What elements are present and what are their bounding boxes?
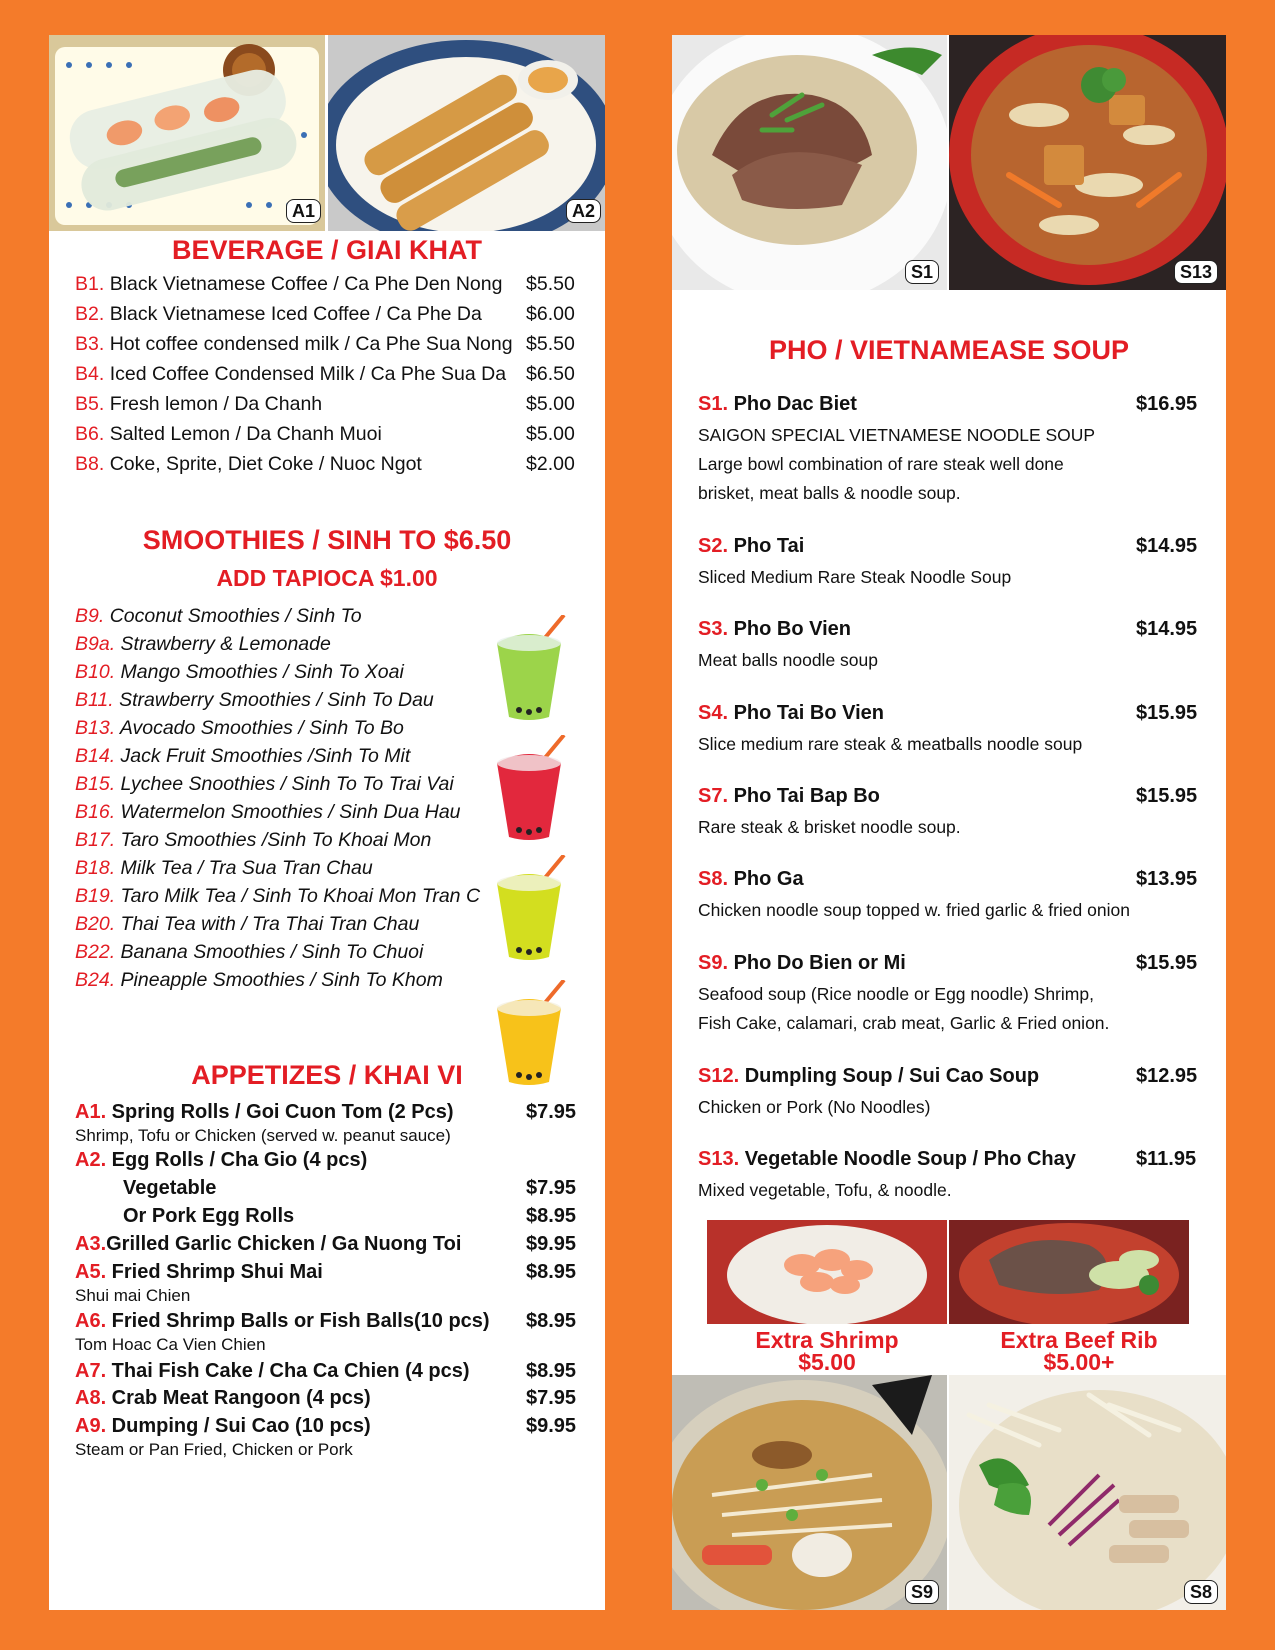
item-name: Strawberry & Lemonade xyxy=(120,633,331,655)
appetizer-item xyxy=(75,1261,323,1284)
red-smoothie-icon xyxy=(489,735,569,850)
item-code: A8. xyxy=(75,1387,107,1409)
appetizer-item xyxy=(75,1149,367,1172)
green-smoothie-icon xyxy=(489,615,569,730)
item-price: $15.95 xyxy=(1136,785,1198,807)
item-name: Pho Tai Bap Bo xyxy=(728,785,880,807)
item-price: $2.00 xyxy=(526,453,575,475)
beverage-item xyxy=(75,273,502,296)
item-name: Black Vietnamese Iced Coffee / Ca Phe Da xyxy=(109,303,482,325)
item-price: $8.95 xyxy=(526,1205,577,1227)
item-code: A1. xyxy=(75,1101,107,1123)
appetizer-item xyxy=(123,1177,216,1200)
vegetable-pho-photo xyxy=(949,35,1226,290)
beverage-item xyxy=(75,393,322,416)
item-price: $7.95 xyxy=(526,1101,577,1123)
appetizer-item xyxy=(75,1415,371,1438)
item-name: Fried Shrimp Shui Mai xyxy=(106,1261,323,1283)
item-price: $8.95 xyxy=(526,1310,577,1332)
item-code: A2. xyxy=(75,1149,107,1171)
smoothie-item xyxy=(75,689,434,712)
item-name: Salted Lemon / Da Chanh Muoi xyxy=(109,423,382,445)
photo-tag-s8: S8 xyxy=(1184,1580,1218,1604)
item-code: B9. xyxy=(75,605,105,627)
item-name: Lychee Snoothies / Sinh To To Trai Vai xyxy=(120,773,454,795)
smoothie-item xyxy=(75,717,404,740)
item-name: Watermelon Smoothies / Sinh Dua Hau xyxy=(120,801,461,823)
yellow-green-smoothie-icon xyxy=(489,855,569,970)
item-description: Mixed vegetable, Tofu, & noodle. xyxy=(698,1180,952,1200)
item-code: A3. xyxy=(75,1233,107,1255)
extra-beef-rib-photo xyxy=(949,1220,1189,1324)
appetizer-item xyxy=(75,1233,461,1256)
smoothie-item xyxy=(75,857,373,880)
smoothies-heading: SMOOTHIES / SINH TO $6.50 xyxy=(142,525,512,555)
item-price: $9.95 xyxy=(526,1415,577,1437)
extra-beef-rib-name: Extra Beef Rib xyxy=(1000,1327,1158,1353)
item-code: B8. xyxy=(75,453,105,475)
item-price: $13.95 xyxy=(1136,868,1198,890)
item-name: Avocado Smoothies / Sinh To Bo xyxy=(119,717,404,739)
item-price: $7.95 xyxy=(526,1387,577,1409)
item-price: $15.95 xyxy=(1136,952,1198,974)
item-price: $11.95 xyxy=(1136,1148,1197,1170)
item-name: Pho Bo Vien xyxy=(728,618,852,640)
item-name: Crab Meat Rangoon (4 pcs) xyxy=(106,1387,371,1409)
item-description: Seafood soup (Rice noodle or Egg noodle) Shrimp, xyxy=(698,984,1094,1004)
item-name: Pho Do Bien or Mi xyxy=(728,952,906,974)
item-name: Pho Ga xyxy=(728,868,804,890)
pho-item xyxy=(698,952,906,975)
item-code: B5. xyxy=(75,393,105,415)
smoothie-item xyxy=(75,773,454,796)
pho-item xyxy=(698,618,851,641)
item-code: A6. xyxy=(75,1310,107,1332)
smoothie-item xyxy=(75,633,331,656)
item-code: S13. xyxy=(698,1148,740,1170)
item-code: S9. xyxy=(698,952,729,974)
photo-tag-a2: A2 xyxy=(566,199,601,223)
item-code: A9. xyxy=(75,1415,107,1437)
item-description: Steam or Pan Fried, Chicken or Pork xyxy=(75,1440,353,1459)
smoothie-item xyxy=(75,829,431,852)
extra-shrimp-price: $5.00 xyxy=(798,1349,856,1375)
pho-item xyxy=(698,1148,1076,1171)
item-name: Spring Rolls / Goi Cuon Tom (2 Pcs) xyxy=(106,1101,454,1123)
item-name: Pho Tai xyxy=(728,535,805,557)
item-name: Vegetable Noodle Soup / Pho Chay xyxy=(739,1148,1076,1170)
item-code: S12. xyxy=(698,1065,740,1087)
item-name: Strawberry Smoothies / Sinh To Dau xyxy=(119,689,434,711)
item-code: S1. xyxy=(698,393,729,415)
item-code: B15. xyxy=(75,773,116,795)
item-description: Rare steak & brisket noodle soup. xyxy=(698,817,961,837)
item-code: B18. xyxy=(75,857,116,879)
item-description: brisket, meat balls & noodle soup. xyxy=(698,483,961,503)
beverage-item xyxy=(75,423,382,446)
photo-tag-a1: A1 xyxy=(286,199,321,223)
item-code: A7. xyxy=(75,1360,107,1382)
item-description: Chicken noodle soup topped w. fried garlic & fried onion xyxy=(698,900,1130,920)
item-code: B14. xyxy=(75,745,116,767)
item-code: B3. xyxy=(75,333,105,355)
item-code: S4. xyxy=(698,702,729,724)
extra-beef-rib-price: $5.00+ xyxy=(1043,1349,1115,1375)
item-name: Taro Smoothies /Sinh To Khoai Mon xyxy=(120,829,432,851)
appetizers-heading: APPETIZES / KHAI VI xyxy=(191,1060,463,1090)
item-price: $5.50 xyxy=(526,333,575,355)
item-code: B13. xyxy=(75,717,116,739)
item-price: $15.95 xyxy=(1136,702,1198,724)
extra-shrimp-label xyxy=(707,1329,947,1373)
pho-heading: PHO / VIETNAMEASE SOUP xyxy=(768,335,1130,365)
item-name: Black Vietnamese Coffee / Ca Phe Den Nong xyxy=(109,273,503,295)
smoothie-item xyxy=(75,605,362,628)
beverage-item xyxy=(75,363,506,386)
item-description: Sliced Medium Rare Steak Noodle Soup xyxy=(698,567,1012,587)
item-code: S8. xyxy=(698,868,729,890)
pho-item xyxy=(698,393,857,416)
item-code: B17. xyxy=(75,829,116,851)
item-name: Or Pork Egg Rolls xyxy=(123,1205,295,1227)
appetizer-item xyxy=(75,1310,490,1333)
item-description: Shrimp, Tofu or Chicken (served w. peanut sauce) xyxy=(75,1126,451,1145)
item-code: S3. xyxy=(698,618,729,640)
item-name: Fresh lemon / Da Chanh xyxy=(109,393,323,415)
item-code: B1. xyxy=(75,273,105,295)
pho-item xyxy=(698,535,804,558)
tapioca-note: ADD TAPIOCA $1.00 xyxy=(216,565,438,591)
item-name: Dumping / Sui Cao (10 pcs) xyxy=(106,1415,371,1437)
appetizer-item xyxy=(75,1387,371,1410)
item-name: Coconut Smoothies / Sinh To xyxy=(109,605,362,627)
smoothie-item xyxy=(75,801,461,824)
item-code: B11. xyxy=(75,689,114,711)
item-price: $9.95 xyxy=(526,1233,577,1255)
extra-beef-rib-label xyxy=(949,1329,1209,1373)
item-name: Banana Smoothies / Sinh To Chuoi xyxy=(120,941,424,963)
item-name: Thai Fish Cake / Cha Ca Chien (4 pcs) xyxy=(106,1360,470,1382)
smoothie-item xyxy=(75,885,480,908)
extra-shrimp-name: Extra Shrimp xyxy=(755,1327,899,1353)
item-name: Iced Coffee Condensed Milk / Ca Phe Sua Da xyxy=(109,363,507,385)
item-code: B10. xyxy=(75,661,116,683)
item-code: A5. xyxy=(75,1261,107,1283)
item-name: Thai Tea with / Tra Thai Tran Chau xyxy=(120,913,420,935)
smoothie-item xyxy=(75,969,443,992)
item-price: $7.95 xyxy=(526,1177,577,1199)
item-name: Egg Rolls / Cha Gio (4 pcs) xyxy=(106,1149,368,1171)
item-code: B24. xyxy=(75,969,116,991)
item-code: S2. xyxy=(698,535,729,557)
item-code: B19. xyxy=(75,885,116,907)
egg-rolls-photo xyxy=(328,35,605,231)
left-menu-panel xyxy=(49,35,605,1610)
item-name: Mango Smoothies / Sinh To Xoai xyxy=(120,661,404,683)
chicken-pho-photo xyxy=(949,1375,1226,1610)
item-name: Taro Milk Tea / Sinh To Khoai Mon Tran C xyxy=(120,885,481,907)
photo-tag-s1: S1 xyxy=(905,260,939,284)
item-description: Slice medium rare steak & meatballs noodle soup xyxy=(698,734,1083,754)
spring-rolls-photo xyxy=(49,35,325,231)
beverage-item xyxy=(75,453,422,476)
pho-item xyxy=(698,702,884,725)
item-name: Dumpling Soup / Sui Cao Soup xyxy=(739,1065,1040,1087)
extra-shrimp-photo xyxy=(707,1220,947,1324)
item-code: B6. xyxy=(75,423,105,445)
photo-tag-s13: S13 xyxy=(1174,260,1218,284)
pho-item xyxy=(698,1065,1039,1088)
item-name: Grilled Garlic Chicken / Ga Nuong Toi xyxy=(106,1233,462,1255)
item-price: $6.00 xyxy=(526,303,575,325)
item-price: $8.95 xyxy=(526,1360,577,1382)
item-code: B9a. xyxy=(75,633,116,655)
item-description: SAIGON SPECIAL VIETNAMESE NOODLE SOUP xyxy=(698,425,1096,445)
item-code: B4. xyxy=(75,363,105,385)
seafood-pho-photo xyxy=(672,1375,947,1610)
item-name: Jack Fruit Smoothies /Sinh To Mit xyxy=(120,745,411,767)
beverage-item xyxy=(75,333,513,356)
item-name: Milk Tea / Tra Sua Tran Chau xyxy=(120,857,373,879)
appetizer-item xyxy=(75,1101,454,1124)
item-code: B16. xyxy=(75,801,116,823)
beverage-heading: BEVERAGE / GIAI KHAT xyxy=(171,235,483,265)
beverage-item xyxy=(75,303,482,326)
item-code: S7. xyxy=(698,785,729,807)
appetizer-item xyxy=(75,1360,470,1383)
photo-tag-s9: S9 xyxy=(905,1580,939,1604)
item-name: Coke, Sprite, Diet Coke / Nuoc Ngot xyxy=(109,453,422,475)
item-description: Fish Cake, calamari, crab meat, Garlic & Fried onion. xyxy=(698,1013,1110,1033)
item-description: Shui mai Chien xyxy=(75,1286,191,1305)
item-name: Pho Dac Biet xyxy=(728,393,857,415)
pho-dac-biet-photo xyxy=(672,35,947,290)
smoothie-item xyxy=(75,661,404,684)
item-description: Tom Hoac Ca Vien Chien xyxy=(75,1335,266,1354)
item-price: $16.95 xyxy=(1136,393,1198,415)
item-code: B20. xyxy=(75,913,116,935)
pho-item xyxy=(698,868,804,891)
item-price: $5.00 xyxy=(526,393,575,415)
item-description: Meat balls noodle soup xyxy=(698,650,878,670)
item-name: Vegetable xyxy=(123,1177,217,1199)
smoothie-item xyxy=(75,745,410,768)
smoothie-item xyxy=(75,941,423,964)
item-price: $8.95 xyxy=(526,1261,577,1283)
right-menu-panel xyxy=(672,35,1226,1610)
item-code: B22. xyxy=(75,941,116,963)
item-name: Fried Shrimp Balls or Fish Balls(10 pcs) xyxy=(106,1310,490,1332)
appetizer-item xyxy=(123,1205,294,1228)
item-name: Hot coffee condensed milk / Ca Phe Sua Nong xyxy=(109,333,513,355)
item-price: $5.00 xyxy=(526,423,575,445)
item-name: Pineapple Smoothies / Sinh To Khom xyxy=(120,969,443,991)
item-price: $12.95 xyxy=(1136,1065,1198,1087)
smoothie-item xyxy=(75,913,419,936)
item-description: Chicken or Pork (No Noodles) xyxy=(698,1097,931,1117)
item-description: Large bowl combination of rare steak well done xyxy=(698,454,1064,474)
item-price: $6.50 xyxy=(526,363,575,385)
item-price: $14.95 xyxy=(1136,535,1198,557)
item-name: Pho Tai Bo Vien xyxy=(728,702,884,724)
item-code: B2. xyxy=(75,303,105,325)
item-price: $14.95 xyxy=(1136,618,1198,640)
item-price: $5.50 xyxy=(526,273,575,295)
pho-item xyxy=(698,785,880,808)
